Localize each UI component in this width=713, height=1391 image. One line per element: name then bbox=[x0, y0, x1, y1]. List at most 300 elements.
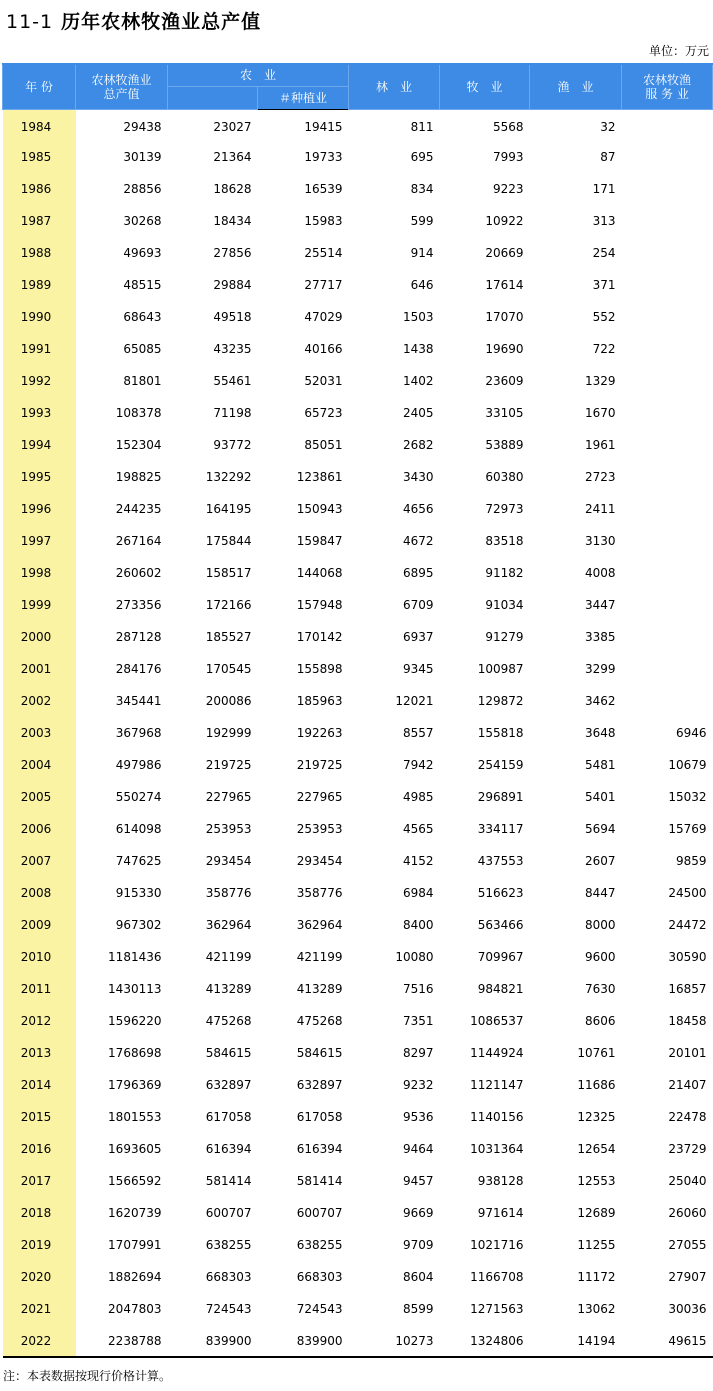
cell-year: 1989 bbox=[3, 269, 76, 301]
cell-forestry: 4152 bbox=[402, 854, 434, 868]
cell-total: 345441 bbox=[115, 694, 162, 708]
cell-agriculture: 219725 bbox=[205, 758, 252, 772]
cell-crop: 581414 bbox=[296, 1174, 343, 1188]
cell-agriculture: 632897 bbox=[205, 1078, 252, 1092]
cell-animal: 33105 bbox=[485, 406, 524, 420]
cell-agriculture: 358776 bbox=[205, 886, 252, 900]
header-total: 农林牧渔业 总产值 bbox=[76, 64, 168, 109]
cell-total: 367968 bbox=[115, 726, 162, 740]
cell-agriculture: 71198 bbox=[213, 406, 252, 420]
cell-agriculture: 175844 bbox=[205, 534, 252, 548]
cell-total: 1693605 bbox=[108, 1142, 162, 1156]
cell-service: 18458 bbox=[668, 1014, 707, 1028]
cell-total: 2238788 bbox=[76, 1325, 168, 1357]
cell-crop: 170142 bbox=[296, 630, 343, 644]
cell-fishery: 3648 bbox=[584, 726, 616, 740]
table-row bbox=[3, 429, 713, 461]
cell-total: 2047803 bbox=[108, 1302, 162, 1316]
cell-total: 198825 bbox=[115, 470, 162, 484]
cell-total: 1882694 bbox=[108, 1270, 162, 1284]
cell-fishery: 1670 bbox=[584, 406, 616, 420]
cell-service bbox=[622, 205, 713, 237]
cell-animal: 19690 bbox=[485, 342, 524, 356]
cell-forestry: 9345 bbox=[402, 662, 434, 676]
table-row bbox=[3, 589, 713, 621]
cell-fishery: 722 bbox=[592, 342, 616, 356]
cell-fishery: 5694 bbox=[584, 822, 616, 836]
table-header bbox=[3, 64, 713, 109]
cell-total: 30139 bbox=[123, 150, 162, 164]
cell-fishery: 32 bbox=[600, 120, 616, 135]
cell-agriculture: 253953 bbox=[205, 822, 252, 836]
cell-service bbox=[622, 173, 713, 205]
table-row bbox=[3, 365, 713, 397]
cell-year: 2014 bbox=[3, 1069, 76, 1101]
cell-animal: 1121147 bbox=[470, 1078, 524, 1092]
cell-total: 1801553 bbox=[108, 1110, 162, 1124]
cell-agriculture: 27856 bbox=[213, 246, 252, 260]
header-year: 年 份 bbox=[3, 64, 76, 109]
table-row bbox=[3, 941, 713, 973]
cell-animal: 1021716 bbox=[470, 1238, 524, 1252]
cell-crop: 293454 bbox=[296, 854, 343, 868]
cell-animal: 1324806 bbox=[440, 1325, 530, 1357]
table-row bbox=[3, 333, 713, 365]
table-row bbox=[3, 269, 713, 301]
cell-total: 273356 bbox=[115, 598, 162, 612]
cell-year: 2002 bbox=[3, 685, 76, 717]
cell-crop: 15983 bbox=[304, 214, 343, 228]
cell-year: 2015 bbox=[3, 1101, 76, 1133]
cell-forestry: 599 bbox=[410, 214, 434, 228]
cell-agriculture: 617058 bbox=[205, 1110, 252, 1124]
cell-agriculture: 192999 bbox=[205, 726, 252, 740]
cell-fishery: 3299 bbox=[584, 662, 616, 676]
cell-fishery: 313 bbox=[592, 214, 616, 228]
header-agriculture-spacer bbox=[168, 86, 258, 109]
table-row bbox=[3, 909, 713, 941]
table-row bbox=[3, 141, 713, 173]
header-crop: ＃种植业 bbox=[258, 86, 349, 109]
cell-animal: 83518 bbox=[485, 534, 524, 548]
cell-crop: 19733 bbox=[304, 150, 343, 164]
cell-agriculture: 172166 bbox=[205, 598, 252, 612]
cell-service: 15032 bbox=[668, 790, 707, 804]
cell-agriculture: 55461 bbox=[213, 374, 252, 388]
table-row bbox=[3, 1325, 713, 1357]
cell-year: 1994 bbox=[3, 429, 76, 461]
table-title-text: 历年农林牧渔业总产值 bbox=[61, 11, 262, 33]
table-row bbox=[3, 717, 713, 749]
cell-crop: 144068 bbox=[296, 566, 343, 580]
cell-service bbox=[622, 269, 713, 301]
table-row bbox=[3, 493, 713, 525]
cell-service: 30036 bbox=[668, 1302, 707, 1316]
cell-year: 1998 bbox=[3, 557, 76, 589]
cell-crop: 85051 bbox=[304, 438, 343, 452]
table-row bbox=[3, 173, 713, 205]
cell-forestry: 7516 bbox=[402, 982, 434, 996]
cell-service bbox=[622, 653, 713, 685]
cell-animal: 1271563 bbox=[470, 1302, 524, 1316]
cell-service: 20101 bbox=[668, 1046, 707, 1060]
cell-total: 65085 bbox=[123, 342, 162, 356]
cell-agriculture: 18628 bbox=[213, 182, 252, 196]
table-row bbox=[3, 749, 713, 781]
cell-crop: 65723 bbox=[304, 406, 343, 420]
cell-forestry: 7351 bbox=[402, 1014, 434, 1028]
cell-year: 1991 bbox=[3, 333, 76, 365]
cell-service bbox=[622, 589, 713, 621]
cell-year: 2016 bbox=[3, 1133, 76, 1165]
cell-agriculture: 668303 bbox=[205, 1270, 252, 1284]
cell-service bbox=[622, 621, 713, 653]
cell-animal: 9223 bbox=[492, 182, 524, 196]
cell-total: 48515 bbox=[123, 278, 162, 292]
cell-animal: 155818 bbox=[477, 726, 524, 740]
cell-service bbox=[622, 429, 713, 461]
cell-animal: 7993 bbox=[492, 150, 524, 164]
cell-forestry: 834 bbox=[410, 182, 434, 196]
cell-fishery: 14194 bbox=[530, 1325, 622, 1357]
cell-animal: 1144924 bbox=[470, 1046, 524, 1060]
cell-total: 81801 bbox=[123, 374, 162, 388]
table-row bbox=[3, 877, 713, 909]
cell-forestry: 8604 bbox=[402, 1270, 434, 1284]
cell-fishery: 12325 bbox=[577, 1110, 616, 1124]
cell-animal: 20669 bbox=[485, 246, 524, 260]
cell-animal: 516623 bbox=[477, 886, 524, 900]
cell-service: 27055 bbox=[668, 1238, 707, 1252]
cell-fishery: 11172 bbox=[577, 1270, 616, 1284]
cell-crop: 421199 bbox=[296, 950, 343, 964]
cell-year: 2012 bbox=[3, 1005, 76, 1037]
table-row bbox=[3, 1133, 713, 1165]
table-row bbox=[3, 205, 713, 237]
cell-animal: 17614 bbox=[485, 278, 524, 292]
cell-agriculture: 581414 bbox=[205, 1174, 252, 1188]
cell-crop: 600707 bbox=[296, 1206, 343, 1220]
cell-year: 1999 bbox=[3, 589, 76, 621]
cell-total: 1707991 bbox=[108, 1238, 162, 1252]
cell-fishery: 371 bbox=[592, 278, 616, 292]
cell-service: 9859 bbox=[675, 854, 707, 868]
cell-fishery: 11686 bbox=[577, 1078, 616, 1092]
cell-forestry: 8599 bbox=[402, 1302, 434, 1316]
cell-total: 1620739 bbox=[108, 1206, 162, 1220]
cell-service: 24500 bbox=[668, 886, 707, 900]
cell-animal: 254159 bbox=[477, 758, 524, 772]
cell-animal: 129872 bbox=[477, 694, 524, 708]
cell-fishery: 8606 bbox=[584, 1014, 616, 1028]
cell-animal: 1086537 bbox=[470, 1014, 524, 1028]
cell-forestry: 4565 bbox=[402, 822, 434, 836]
cell-total: 267164 bbox=[115, 534, 162, 548]
table-row bbox=[3, 109, 713, 141]
cell-agriculture: 43235 bbox=[213, 342, 252, 356]
cell-service: 21407 bbox=[668, 1078, 707, 1092]
cell-animal: 91182 bbox=[485, 566, 524, 580]
cell-agriculture: 21364 bbox=[213, 150, 252, 164]
cell-year: 1986 bbox=[3, 173, 76, 205]
cell-animal: 72973 bbox=[485, 502, 524, 516]
table-row bbox=[3, 557, 713, 589]
cell-year: 2020 bbox=[3, 1261, 76, 1293]
cell-animal: 60380 bbox=[485, 470, 524, 484]
cell-service: 23729 bbox=[668, 1142, 707, 1156]
header-animal-husbandry: 牧 业 bbox=[440, 64, 530, 109]
cell-animal: 334117 bbox=[477, 822, 524, 836]
cell-crop: 227965 bbox=[296, 790, 343, 804]
cell-agriculture: 23027 bbox=[213, 120, 252, 135]
cell-fishery: 3462 bbox=[584, 694, 616, 708]
cell-animal: 1166708 bbox=[470, 1270, 524, 1284]
cell-total: 30268 bbox=[123, 214, 162, 228]
cell-crop: 219725 bbox=[296, 758, 343, 772]
table-row bbox=[3, 621, 713, 653]
cell-year: 2004 bbox=[3, 749, 76, 781]
cell-service bbox=[622, 557, 713, 589]
cell-crop: 16539 bbox=[304, 182, 343, 196]
cell-forestry: 914 bbox=[410, 246, 434, 260]
cell-animal: 296891 bbox=[477, 790, 524, 804]
cell-crop: 638255 bbox=[296, 1238, 343, 1252]
table-row bbox=[3, 1069, 713, 1101]
table-title bbox=[6, 7, 261, 34]
cell-animal: 91034 bbox=[485, 598, 524, 612]
cell-fishery: 7630 bbox=[584, 982, 616, 996]
cell-service bbox=[622, 237, 713, 269]
cell-total: 1566592 bbox=[108, 1174, 162, 1188]
cell-forestry: 12021 bbox=[395, 694, 434, 708]
cell-agriculture: 839900 bbox=[168, 1325, 258, 1357]
cell-animal: 10922 bbox=[485, 214, 524, 228]
cell-forestry: 9536 bbox=[402, 1110, 434, 1124]
cell-fishery: 3385 bbox=[584, 630, 616, 644]
cell-fishery: 5401 bbox=[584, 790, 616, 804]
cell-crop: 632897 bbox=[296, 1078, 343, 1092]
table-row bbox=[3, 1261, 713, 1293]
cell-fishery: 8447 bbox=[584, 886, 616, 900]
cell-forestry: 8297 bbox=[402, 1046, 434, 1060]
cell-forestry: 7942 bbox=[402, 758, 434, 772]
cell-total: 68643 bbox=[123, 310, 162, 324]
cell-service bbox=[622, 461, 713, 493]
cell-fishery: 1961 bbox=[584, 438, 616, 452]
table-row bbox=[3, 1005, 713, 1037]
cell-agriculture: 413289 bbox=[205, 982, 252, 996]
cell-agriculture: 724543 bbox=[205, 1302, 252, 1316]
cell-total: 287128 bbox=[115, 630, 162, 644]
cell-year: 1996 bbox=[3, 493, 76, 525]
cell-year: 2005 bbox=[3, 781, 76, 813]
cell-agriculture: 170545 bbox=[205, 662, 252, 676]
table-row bbox=[3, 301, 713, 333]
cell-year: 1985 bbox=[3, 141, 76, 173]
cell-forestry: 9457 bbox=[402, 1174, 434, 1188]
cell-service: 26060 bbox=[668, 1206, 707, 1220]
cell-forestry: 9709 bbox=[402, 1238, 434, 1252]
cell-fishery: 5481 bbox=[584, 758, 616, 772]
cell-forestry: 9232 bbox=[402, 1078, 434, 1092]
cell-forestry: 695 bbox=[410, 150, 434, 164]
cell-animal: 53889 bbox=[485, 438, 524, 452]
cell-forestry: 2682 bbox=[402, 438, 434, 452]
cell-crop: 724543 bbox=[296, 1302, 343, 1316]
cell-year: 2010 bbox=[3, 941, 76, 973]
cell-fishery: 2411 bbox=[584, 502, 616, 516]
cell-fishery: 552 bbox=[592, 310, 616, 324]
cell-service: 6946 bbox=[675, 726, 707, 740]
data-table bbox=[2, 63, 713, 1358]
table-row bbox=[3, 1165, 713, 1197]
cell-agriculture: 362964 bbox=[205, 918, 252, 932]
cell-year: 1990 bbox=[3, 301, 76, 333]
cell-forestry: 6709 bbox=[402, 598, 434, 612]
cell-forestry: 4656 bbox=[402, 502, 434, 516]
cell-service bbox=[622, 333, 713, 365]
cell-service: 30590 bbox=[668, 950, 707, 964]
cell-crop: 668303 bbox=[296, 1270, 343, 1284]
cell-forestry: 1438 bbox=[402, 342, 434, 356]
cell-fishery: 171 bbox=[592, 182, 616, 196]
cell-forestry: 6895 bbox=[402, 566, 434, 580]
cell-animal: 709967 bbox=[477, 950, 524, 964]
cell-agriculture: 18434 bbox=[213, 214, 252, 228]
cell-year: 2018 bbox=[3, 1197, 76, 1229]
cell-agriculture: 227965 bbox=[205, 790, 252, 804]
cell-forestry: 1402 bbox=[402, 374, 434, 388]
cell-year: 2017 bbox=[3, 1165, 76, 1197]
cell-year: 1984 bbox=[3, 109, 76, 141]
table-row bbox=[3, 1037, 713, 1069]
cell-crop: 52031 bbox=[304, 374, 343, 388]
table-row bbox=[3, 525, 713, 557]
cell-total: 108378 bbox=[115, 406, 162, 420]
cell-agriculture: 475268 bbox=[205, 1014, 252, 1028]
cell-agriculture: 132292 bbox=[205, 470, 252, 484]
cell-agriculture: 93772 bbox=[213, 438, 252, 452]
table-number: 11-1 bbox=[6, 11, 54, 33]
cell-agriculture: 158517 bbox=[205, 566, 252, 580]
cell-year: 1997 bbox=[3, 525, 76, 557]
cell-service bbox=[622, 493, 713, 525]
cell-year: 1988 bbox=[3, 237, 76, 269]
cell-agriculture: 584615 bbox=[205, 1046, 252, 1060]
cell-animal: 1140156 bbox=[470, 1110, 524, 1124]
cell-year: 2022 bbox=[3, 1325, 76, 1357]
cell-total: 497986 bbox=[115, 758, 162, 772]
cell-year: 1993 bbox=[3, 397, 76, 429]
table-row bbox=[3, 1229, 713, 1261]
cell-animal: 971614 bbox=[477, 1206, 524, 1220]
cell-animal: 1031364 bbox=[470, 1142, 524, 1156]
table-row bbox=[3, 653, 713, 685]
cell-fishery: 2723 bbox=[584, 470, 616, 484]
cell-crop: 150943 bbox=[296, 502, 343, 516]
cell-total: 260602 bbox=[115, 566, 162, 580]
header-fishery: 渔 业 bbox=[530, 64, 622, 109]
cell-animal: 437553 bbox=[477, 854, 524, 868]
cell-service: 15769 bbox=[668, 822, 707, 836]
cell-year: 2013 bbox=[3, 1037, 76, 1069]
cell-service: 16857 bbox=[668, 982, 707, 996]
cell-crop: 47029 bbox=[304, 310, 343, 324]
cell-year: 2009 bbox=[3, 909, 76, 941]
cell-crop: 362964 bbox=[296, 918, 343, 932]
cell-fishery: 254 bbox=[592, 246, 616, 260]
cell-total: 915330 bbox=[115, 886, 162, 900]
table-row bbox=[3, 685, 713, 717]
cell-year: 2003 bbox=[3, 717, 76, 749]
cell-service bbox=[622, 109, 713, 141]
cell-crop: 584615 bbox=[296, 1046, 343, 1060]
cell-year: 1987 bbox=[3, 205, 76, 237]
cell-crop: 413289 bbox=[296, 982, 343, 996]
cell-crop: 25514 bbox=[304, 246, 343, 260]
cell-crop: 617058 bbox=[296, 1110, 343, 1124]
cell-service bbox=[622, 141, 713, 173]
cell-year: 2006 bbox=[3, 813, 76, 845]
cell-total: 614098 bbox=[115, 822, 162, 836]
cell-total: 29438 bbox=[123, 120, 162, 135]
cell-agriculture: 616394 bbox=[205, 1142, 252, 1156]
cell-animal: 91279 bbox=[485, 630, 524, 644]
cell-forestry: 6984 bbox=[402, 886, 434, 900]
cell-crop: 157948 bbox=[296, 598, 343, 612]
cell-service bbox=[622, 397, 713, 429]
table-row bbox=[3, 237, 713, 269]
cell-year: 2021 bbox=[3, 1293, 76, 1325]
cell-agriculture: 600707 bbox=[205, 1206, 252, 1220]
cell-fishery: 11255 bbox=[577, 1238, 616, 1252]
cell-agriculture: 49518 bbox=[213, 310, 252, 324]
cell-crop: 616394 bbox=[296, 1142, 343, 1156]
cell-service: 24472 bbox=[668, 918, 707, 932]
cell-service: 25040 bbox=[668, 1174, 707, 1188]
cell-fishery: 13062 bbox=[577, 1302, 616, 1316]
table-row bbox=[3, 1293, 713, 1325]
cell-total: 152304 bbox=[115, 438, 162, 452]
cell-service: 49615 bbox=[622, 1325, 713, 1357]
cell-forestry: 8400 bbox=[402, 918, 434, 932]
cell-forestry: 8557 bbox=[402, 726, 434, 740]
cell-forestry: 811 bbox=[410, 120, 434, 135]
cell-crop: 192263 bbox=[296, 726, 343, 740]
cell-total: 1596220 bbox=[108, 1014, 162, 1028]
cell-fishery: 1329 bbox=[584, 374, 616, 388]
unit-label: 单位：万元 bbox=[648, 44, 709, 58]
cell-total: 28856 bbox=[123, 182, 162, 196]
cell-year: 1995 bbox=[3, 461, 76, 493]
cell-crop: 475268 bbox=[296, 1014, 343, 1028]
cell-crop: 27717 bbox=[304, 278, 343, 292]
cell-agriculture: 185527 bbox=[205, 630, 252, 644]
cell-forestry: 2405 bbox=[402, 406, 434, 420]
cell-fishery: 12689 bbox=[577, 1206, 616, 1220]
cell-forestry: 1503 bbox=[402, 310, 434, 324]
cell-fishery: 12654 bbox=[577, 1142, 616, 1156]
cell-service: 22478 bbox=[668, 1110, 707, 1124]
cell-total: 1768698 bbox=[108, 1046, 162, 1060]
cell-crop: 159847 bbox=[296, 534, 343, 548]
header-service: 农林牧渔 服 务 业 bbox=[622, 64, 713, 109]
cell-agriculture: 293454 bbox=[205, 854, 252, 868]
cell-total: 550274 bbox=[115, 790, 162, 804]
table-row bbox=[3, 1197, 713, 1229]
cell-forestry: 10273 bbox=[349, 1325, 440, 1357]
cell-animal: 23609 bbox=[485, 374, 524, 388]
